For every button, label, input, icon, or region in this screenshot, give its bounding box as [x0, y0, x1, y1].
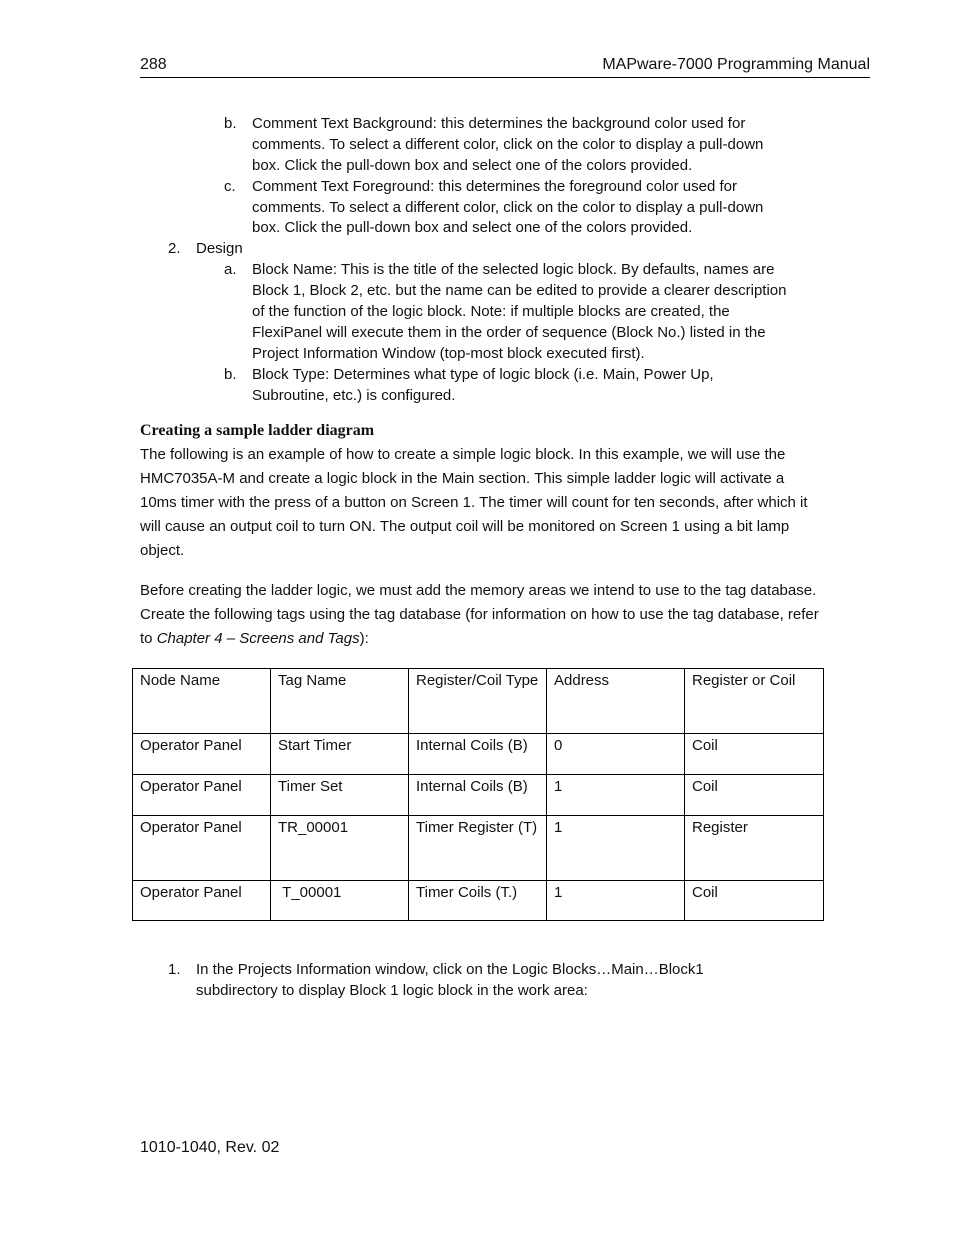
list-item-a-line: Block Name: This is the title of the selected logic block. By defaults, names are: [252, 261, 775, 278]
step-1-line: subdirectory to display Block 1 logic block in the work area:: [196, 982, 588, 999]
list-item-a-line: Block 1, Block 2, etc. but the name can be edited to provide a clearer description: [252, 282, 787, 299]
para2-text-end: ):: [359, 630, 369, 647]
list-item-a-line: FlexiPanel will execute them in the order of sequence (Block No.) listed in the: [252, 324, 766, 341]
table-row: [133, 734, 824, 775]
table-cell: Internal Coils (B): [409, 775, 547, 816]
list-item-b-line: Comment Text Background: this determines the background color used for: [252, 115, 746, 132]
list-item-c-line: Comment Text Foreground: this determines the foreground color used for: [252, 178, 737, 195]
list-item-b2-line: Subroutine, etc.) is configured.: [252, 387, 456, 404]
list-item-b2-line: Block Type: Determines what type of logic block (i.e. Main, Power Up,: [252, 366, 714, 383]
intro-paragraph: The following is an example of how to create a simple logic block. In this example, we will use the HMC7035A-M and create a logic block in the Main section. This simple ladder logic will activate a 10ms timer with the press of a button on Screen 1. The timer will count for ten seconds, after which it will cause an output coil to turn ON. The output coil will be monitored on Screen 1 using a bit lamp object.: [140, 446, 808, 559]
table-cell: Coil: [685, 734, 824, 775]
page-number: 288: [140, 56, 167, 73]
table-header-cell: Tag Name: [271, 669, 409, 734]
table-cell: Register: [685, 816, 824, 881]
table-cell: 1: [547, 881, 685, 921]
list-item-a-line: of the function of the logic block. Note: if multiple blocks are created, the: [252, 303, 730, 320]
para2-text: Before creating the ladder logic, we must add the memory areas we intend to use to the tag database. Create the following tags using the tag database (for information on how to use the tag database, refer to: [140, 582, 819, 647]
table-cell: Coil: [685, 775, 824, 816]
table-header-cell: Register or Coil: [685, 669, 824, 734]
list-item-c-line: box. Click the pull-down box and select one of the colors provided.: [252, 219, 693, 236]
step-marker-1: 1.: [168, 961, 181, 978]
tag-database-paragraph: [140, 579, 820, 651]
table-header-row: [133, 669, 824, 734]
table-header-cell: Register/Coil Type: [409, 669, 547, 734]
footer-doc-number: 1010-1040, Rev. 02: [140, 1139, 280, 1156]
table-cell: Internal Coils (B): [409, 734, 547, 775]
tag-table: [132, 668, 824, 921]
list-item-c-line: comments. To select a different color, click on the color to display a pull-down: [252, 199, 764, 216]
table-cell: TR_00001: [271, 816, 409, 881]
list-item-b-line: box. Click the pull-down box and select one of the colors provided.: [252, 157, 693, 174]
list-marker-2: 2.: [168, 240, 181, 257]
table-cell: Timer Coils (T.): [409, 881, 547, 921]
list-marker-a: a.: [224, 261, 237, 278]
section-heading: Creating a sample ladder diagram: [140, 422, 375, 439]
table-header-cell: Address: [547, 669, 685, 734]
step-1-line: In the Projects Information window, click on the Logic Blocks…Main…Block1: [196, 961, 704, 978]
list-marker-b2: b.: [224, 366, 237, 383]
table-cell: Operator Panel: [133, 816, 271, 881]
list-marker-b: b.: [224, 115, 237, 132]
table-cell: Operator Panel: [133, 881, 271, 921]
table-cell: Operator Panel: [133, 734, 271, 775]
page-header: [140, 56, 870, 78]
table-cell: 1: [547, 816, 685, 881]
list-item-b-line: comments. To select a different color, click on the color to display a pull-down: [252, 136, 764, 153]
table-row: [133, 881, 824, 921]
list-item-design: Design: [196, 240, 243, 257]
table-row: [133, 816, 824, 881]
table-cell: Start Timer: [271, 734, 409, 775]
table-cell: Timer Set: [271, 775, 409, 816]
table-cell: 0: [547, 734, 685, 775]
chapter-reference: Chapter 4 – Screens and Tags: [156, 630, 360, 647]
table-row: [133, 775, 824, 816]
table-cell: Timer Register (T): [409, 816, 547, 881]
table-cell: T_00001: [271, 881, 409, 921]
list-item-a-line: Project Information Window (top-most block executed first).: [252, 345, 645, 362]
manual-title: MAPware-7000 Programming Manual: [602, 56, 870, 73]
table-cell: Operator Panel: [133, 775, 271, 816]
table-header-cell: Node Name: [133, 669, 271, 734]
list-marker-c: c.: [224, 178, 236, 195]
table-cell: Coil: [685, 881, 824, 921]
table-cell: 1: [547, 775, 685, 816]
